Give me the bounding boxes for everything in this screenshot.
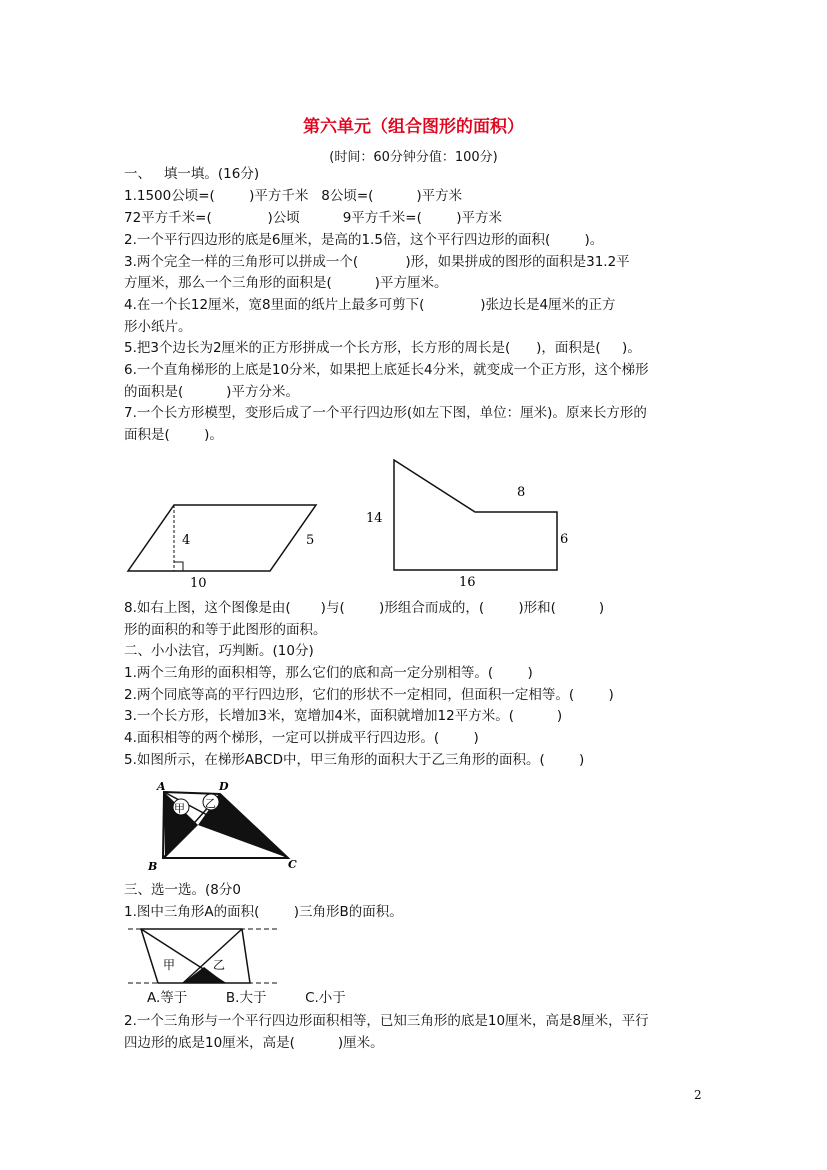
question-1-6-line-a: 6.一个直角梯形的上底是10分米，如果把上底延长4分米，就变成一个正方形，这个梯形 xyxy=(124,362,649,378)
question-1-1-line-a: 1.1500公顷=( )平方千米 8公顷=( )平方米 xyxy=(124,188,463,204)
vertex-c-label: C xyxy=(288,858,297,871)
question-1-5: 5.把3个边长为2厘米的正方形拼成一个长方形，长方形的周长是( )，面积是( )。 xyxy=(124,340,641,356)
top-side-label: 8 xyxy=(517,485,526,500)
section-3-heading: 三、选一选。(8分0 xyxy=(124,882,241,898)
section-2-heading: 二、小小法官，巧判断。(10分) xyxy=(124,643,314,659)
bottom-side-label: 16 xyxy=(459,575,476,590)
question-2-5: 5.如图所示，在梯形ABCD中，甲三角形的面积大于乙三角形的面积。( ) xyxy=(124,752,585,768)
jia-label: 甲 xyxy=(174,802,185,815)
question-1-4-line-a: 4.在一个长12厘米，宽8里面的纸片上最多可剪下( )张边长是4厘米的正方 xyxy=(124,297,616,313)
vertex-a-label: A xyxy=(157,780,166,793)
right-angle-mark xyxy=(174,562,183,571)
question-3-2-line-a: 2.一个三角形与一个平行四边形面积相等，已知三角形的底是10厘米，高是8厘米，平行 xyxy=(124,1013,649,1029)
vertex-d-label: D xyxy=(219,780,229,793)
question-3-1: 1.图中三角形A的面积( )三角形B的面积。 xyxy=(124,904,403,920)
question-1-7-line-b: 面积是( )。 xyxy=(124,427,223,443)
bowtie-figure xyxy=(125,924,285,989)
vertex-b-label: B xyxy=(148,860,158,873)
composite-figure xyxy=(360,455,580,595)
question-1-8-line-b: 形的面积的和等于此图形的面积。 xyxy=(124,622,327,638)
question-3-2-line-b: 四边形的底是10厘米，高是( )厘米。 xyxy=(124,1035,384,1051)
question-1-2: 2.一个平行四边形的底是6厘米，是高的1.5倍，这个平行四边形的面积( )。 xyxy=(124,232,604,248)
question-2-1: 1.两个三角形的面积相等，那么它们的底和高一定分别相等。( ) xyxy=(124,665,533,681)
yi-label: 乙 xyxy=(213,958,226,972)
question-1-7-line-a: 7.一个长方形模型，变形后成了一个平行四边形(如左下图，单位：厘米)。原来长方形的 xyxy=(124,405,647,421)
right-side-label: 6 xyxy=(560,532,569,547)
height-label: 4 xyxy=(182,533,191,548)
question-1-6-line-b: 的面积是( )平方分米。 xyxy=(124,384,299,400)
question-2-4: 4.面积相等的两个梯形，一定可以拼成平行四边形。( ) xyxy=(124,730,479,746)
parallelogram-outline xyxy=(128,505,316,571)
question-1-3-line-a: 3.两个完全一样的三角形可以拼成一个( )形，如果拼成的图形的面积是31.2平 xyxy=(124,254,630,270)
left-side-label: 14 xyxy=(366,511,383,526)
question-1-4-line-b: 形小纸片。 xyxy=(124,319,192,335)
question-2-2: 2.两个同底等高的平行四边形，它们的形状不一定相同，但面积一定相等。( ) xyxy=(124,687,614,703)
section-1-heading: 一、 填一填。(16分) xyxy=(124,166,260,182)
question-1-3-line-b: 方厘米，那么一个三角形的面积是( )平方厘米。 xyxy=(124,275,448,291)
question-3-1-options: A.等于 B.大于 C.小于 xyxy=(147,990,346,1006)
yi-label: 乙 xyxy=(205,797,216,810)
jia-label: 甲 xyxy=(163,958,176,972)
parallelogram-figure xyxy=(120,495,320,595)
question-1-8-line-a: 8.如右上图，这个图像是由( )与( )形组合而成的，( )形和( ) xyxy=(124,600,605,616)
page-number: 2 xyxy=(694,1088,702,1102)
question-1-1-line-b: 72平方千米=( )公顷 9平方千米=( )平方米 xyxy=(124,210,502,226)
trapezoid-figure xyxy=(145,778,305,873)
page-title: 第六单元（组合图形的面积） xyxy=(303,117,524,137)
question-2-3: 3.一个长方形，长增加3米，宽增加4米，面积就增加12平方米。( ) xyxy=(124,708,563,724)
side-label: 5 xyxy=(306,533,315,548)
page-subtitle: (时间：60分钟分值：100分) xyxy=(329,150,498,165)
base-label: 10 xyxy=(190,576,207,591)
composite-outline xyxy=(394,460,557,570)
